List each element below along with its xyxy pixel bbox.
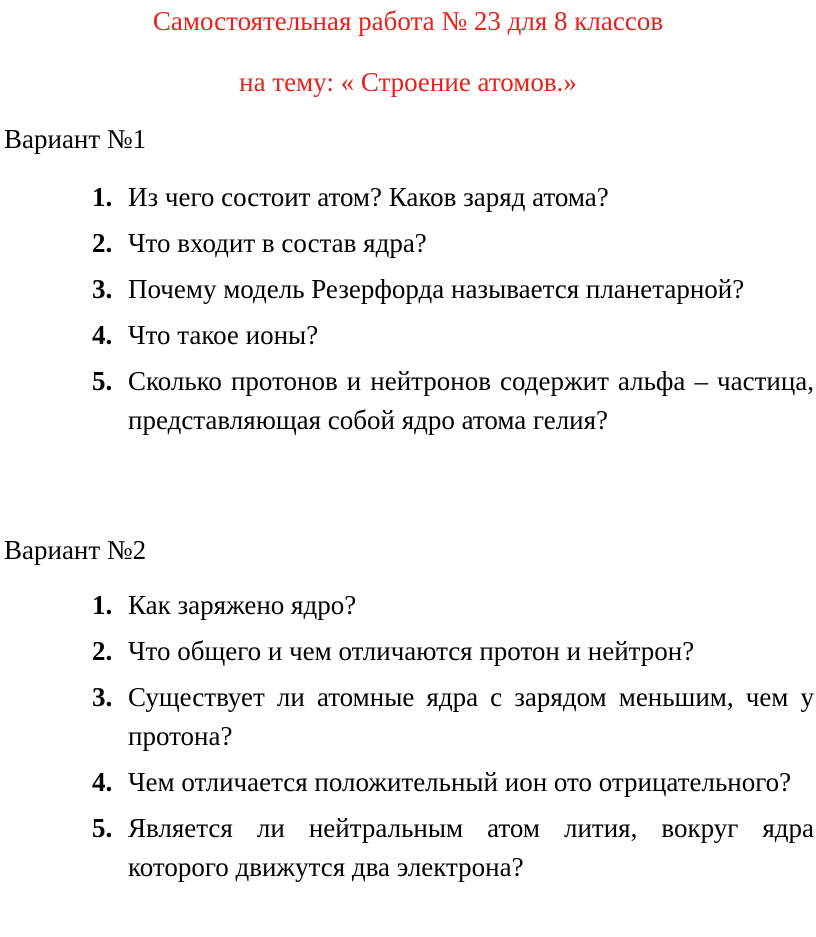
question-number: 3.: [92, 682, 113, 712]
variant-2-question-list: [0, 586, 816, 894]
question-number: 3.: [92, 274, 113, 304]
variant-1-question-5: [0, 362, 816, 440]
question-number: 2.: [92, 228, 113, 258]
question-text: Является ли нейтральным атом лития, вокруг ядра которого движутся два электрона?: [128, 813, 814, 882]
question-number: 4.: [92, 767, 113, 797]
variant-2-question-2: [0, 632, 816, 671]
question-text: Что входит в состав ядра?: [128, 228, 427, 258]
variant-1-heading: Вариант №1: [4, 124, 147, 154]
question-number: 5.: [92, 813, 113, 843]
question-text: Что такое ионы?: [128, 320, 319, 350]
question-number: 2.: [92, 636, 113, 666]
variant-2-question-1: [0, 586, 816, 625]
variant-1-question-2: [0, 224, 816, 263]
variant-1-question-1: [0, 178, 816, 217]
variant-2-question-4: [0, 763, 816, 802]
variant-1-question-4: [0, 316, 816, 355]
question-text: Что общего и чем отличаются протон и нейтрон?: [128, 636, 695, 666]
variant-2-question-5: [0, 809, 816, 887]
document-subtitle: на тему: « Строение атомов.»: [239, 67, 577, 97]
variant-1-question-list: [0, 178, 816, 447]
question-text: Почему модель Резерфорда называется планетарной?: [128, 274, 745, 304]
question-number: 5.: [92, 366, 113, 396]
question-text: Сколько протонов и нейтронов содержит альфа – частица, представляющая собой ядро атома гелия?: [128, 366, 814, 435]
question-number: 4.: [92, 320, 113, 350]
question-text: Чем отличается положительный ион ото отрицательного?: [128, 767, 792, 797]
question-text: Как заряжено ядро?: [128, 590, 357, 620]
variant-2-heading: Вариант №2: [4, 535, 147, 565]
variant-1-question-3: [0, 270, 816, 309]
question-number: 1.: [92, 182, 113, 212]
question-text: Из чего состоит атом? Каков заряд атома?: [128, 182, 609, 212]
question-text: Существует ли атомные ядра с зарядом меньшим, чем у протона?: [128, 682, 814, 751]
document-title: Самостоятельная работа № 23 для 8 классов: [152, 6, 664, 36]
variant-2-question-3: [0, 678, 816, 756]
question-number: 1.: [92, 590, 113, 620]
